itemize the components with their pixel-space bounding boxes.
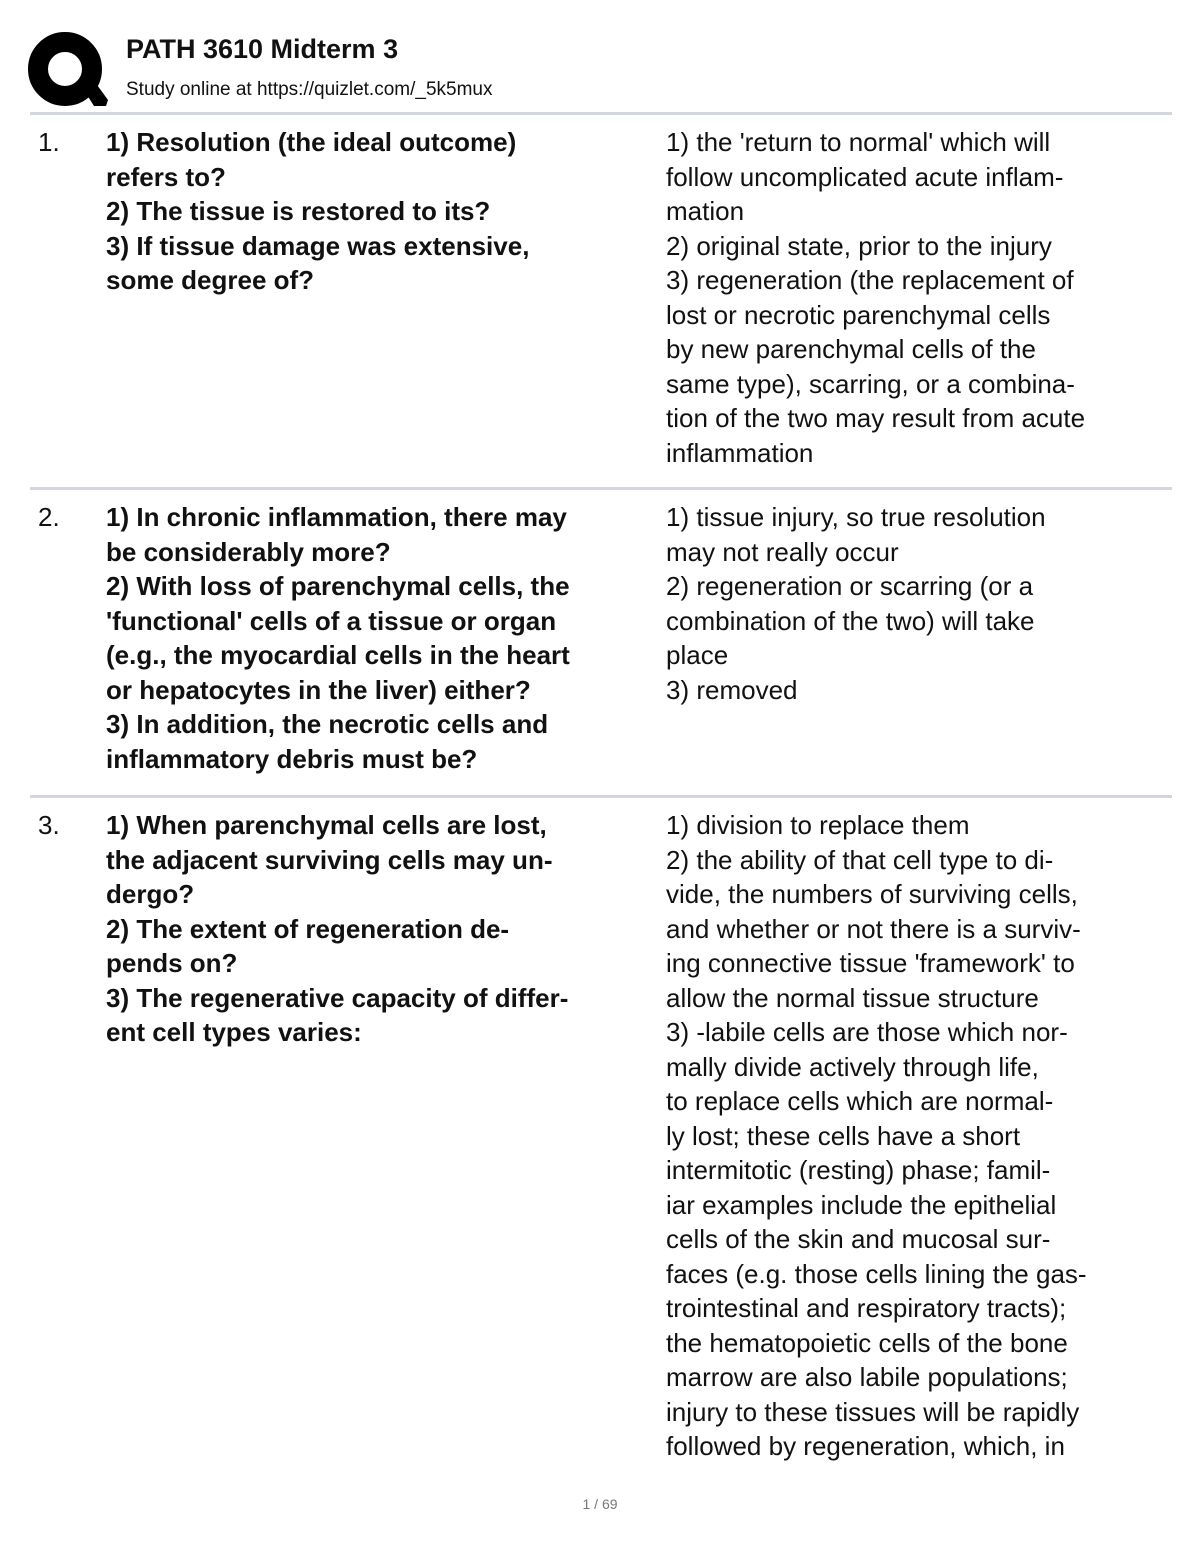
answer-line: trointestinal and respiratory tracts);	[666, 1293, 1067, 1323]
question-line: inflammatory debris must be?	[106, 743, 478, 774]
question-line: 1) In chronic inflammation, there may	[106, 502, 567, 532]
question-line: 2) With loss of parenchymal cells, the	[106, 571, 570, 601]
quizlet-logo-icon	[28, 32, 108, 106]
question-line: 3) In addition, the necrotic cells and	[106, 709, 549, 739]
question-line: or hepatocytes in the liver) either?	[106, 674, 531, 705]
document-title: PATH 3610 Midterm 3	[126, 34, 399, 64]
answer-line: injury to these tissues will be rapidly	[666, 1396, 1080, 1427]
answer-line: 2) the ability of that cell type to di-	[666, 844, 1054, 875]
page-header	[28, 30, 1178, 110]
question-line: (e.g., the myocardial cells in the heart	[106, 640, 570, 670]
answer-line: vide, the numbers of surviving cells,	[666, 879, 1078, 909]
answer-line: follow uncomplicated acute inflam-	[666, 161, 1064, 192]
card-number: 1.	[38, 127, 60, 157]
answer-line: 2) original state, prior to the injury	[666, 230, 1052, 261]
answer-line: allow the normal tissue structure	[666, 982, 1039, 1013]
answer-line: mally divide actively through life,	[666, 1051, 1039, 1082]
answer-line: place	[666, 640, 729, 670]
answer-line: faces (e.g. those cells lining the gas-	[666, 1258, 1087, 1289]
question-line: 1) When parenchymal cells are lost,	[106, 810, 547, 840]
question-line: 1) Resolution (the ideal outcome)	[106, 127, 517, 157]
header-divider	[30, 112, 1172, 115]
question-line: dergo?	[106, 879, 195, 909]
answer-line: ing connective tissue 'framework' to	[666, 948, 1075, 978]
question-line: 3) If tissue damage was extensive,	[106, 230, 530, 261]
answer-line: 3) regeneration (the replacement of	[666, 265, 1074, 295]
answer-line: same type), scarring, or a combina-	[666, 368, 1075, 399]
study-link-text: Study online at https://quizlet.com/_5k5mux	[126, 79, 493, 100]
question-line: 2) The tissue is restored to its?	[106, 196, 491, 226]
card-answer	[666, 125, 1166, 470]
question-line: pends on?	[106, 948, 238, 978]
card-answer	[666, 500, 1166, 707]
card-answer	[666, 808, 1166, 1464]
answer-line: cells of the skin and mucosal sur-	[666, 1224, 1051, 1254]
answer-line: 1) tissue injury, so true resolution	[666, 502, 1046, 532]
answer-line: iar examples include the epithelial	[666, 1189, 1057, 1220]
question-line: 3) The regenerative capacity of differ-	[106, 982, 569, 1013]
question-line: ent cell types varies:	[106, 1017, 362, 1047]
question-line: some degree of?	[106, 265, 315, 295]
card-divider	[30, 795, 1172, 798]
answer-line: tion of the two may result from acute	[666, 403, 1086, 433]
answer-line: and whether or not there is a surviv-	[666, 913, 1081, 944]
answer-line: inflammation	[666, 437, 814, 468]
answer-line: combination of the two) will take	[666, 605, 1035, 636]
answer-line: 1) the 'return to normal' which will	[666, 127, 1051, 157]
question-line: 2) The extent of regeneration de-	[106, 913, 510, 944]
question-line: the adjacent surviving cells may un-	[106, 844, 553, 875]
answer-line: marrow are also labile populations;	[666, 1362, 1068, 1392]
answer-line: intermitotic (resting) phase; famil-	[666, 1155, 1051, 1185]
answer-line: 3) removed	[666, 674, 798, 705]
question-line: be considerably more?	[106, 536, 391, 567]
card-number: 3.	[38, 810, 60, 840]
page-number: 1 / 69	[582, 1496, 618, 1512]
question-line: refers to?	[106, 161, 226, 192]
answer-line: 2) regeneration or scarring (or a	[666, 571, 1034, 601]
answer-line: may not really occur	[666, 536, 899, 567]
card-question	[106, 500, 666, 776]
card-number: 2.	[38, 502, 60, 532]
answer-line: mation	[666, 196, 745, 226]
answer-line: followed by regeneration, which, in	[666, 1431, 1065, 1461]
card-question	[106, 808, 666, 1050]
card-divider	[30, 487, 1172, 490]
question-line: 'functional' cells of a tissue or organ	[106, 605, 557, 636]
answer-line: by new parenchymal cells of the	[666, 334, 1036, 364]
answer-line: ly lost; these cells have a short	[666, 1120, 1021, 1151]
answer-line: 1) division to replace them	[666, 810, 970, 840]
answer-line: the hematopoietic cells of the bone	[666, 1327, 1068, 1358]
answer-line: to replace cells which are normal-	[666, 1086, 1054, 1116]
answer-line: lost or necrotic parenchymal cells	[666, 299, 1051, 330]
card-question	[106, 125, 666, 298]
answer-line: 3) -labile cells are those which nor-	[666, 1017, 1068, 1047]
